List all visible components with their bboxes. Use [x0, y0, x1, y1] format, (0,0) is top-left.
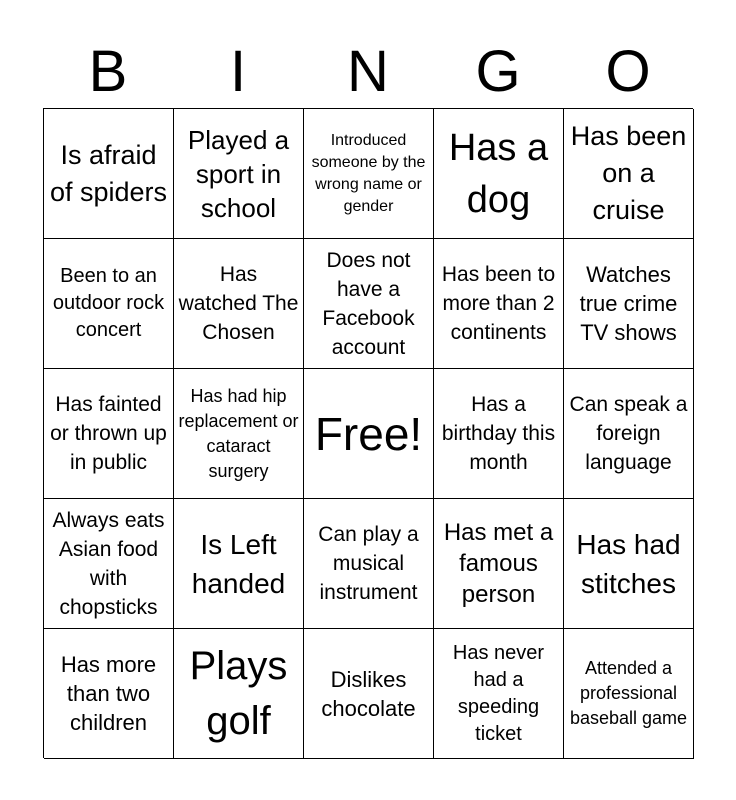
bingo-cell-text: Has had hip replacement or cataract surgery — [178, 385, 299, 481]
bingo-cell[interactable] — [564, 629, 694, 759]
bingo-cell-text: Introduced someone by the wrong name or gender — [311, 131, 426, 215]
header-letter-b: B — [88, 39, 128, 104]
bingo-cell[interactable] — [174, 109, 304, 239]
bingo-cell-text: Does not have a Facebook account — [322, 248, 415, 359]
bingo-cell[interactable] — [174, 369, 304, 499]
bingo-cell[interactable] — [44, 369, 174, 499]
bingo-cell[interactable] — [174, 239, 304, 369]
bingo-cell-text: Has been on a cruise — [570, 121, 687, 225]
bingo-cell-text: Has a dog — [448, 126, 549, 221]
bingo-cell-text: Has more than two children — [60, 652, 157, 735]
bingo-cell[interactable] — [304, 629, 434, 759]
bingo-cell-text: Watches true crime TV shows — [579, 262, 678, 345]
bingo-grid — [43, 108, 693, 758]
bingo-cell[interactable] — [564, 369, 694, 499]
bingo-cell-text: Has fainted or thrown up in public — [50, 393, 167, 474]
header-letter-i: I — [229, 39, 247, 104]
bingo-cell[interactable] — [304, 369, 434, 499]
bingo-cell-text: Has watched The Chosen — [178, 263, 299, 344]
bingo-cell-text: Dislikes chocolate — [321, 666, 416, 721]
bingo-cell[interactable] — [304, 499, 434, 629]
header-letter-g: G — [475, 39, 521, 104]
bingo-cell[interactable] — [434, 499, 564, 629]
bingo-cell[interactable] — [174, 499, 304, 629]
bingo-cell[interactable] — [44, 499, 174, 629]
bingo-cell[interactable] — [44, 109, 174, 239]
bingo-cell-text: Has been to more than 2 continents — [441, 263, 556, 344]
bingo-cell-text: Attended a professional baseball game — [569, 658, 688, 728]
header-letter-n: N — [347, 39, 389, 104]
bingo-cell[interactable] — [44, 629, 174, 759]
bingo-cell-text: Has never had a speeding ticket — [452, 641, 545, 745]
bingo-cell[interactable] — [564, 499, 694, 629]
bingo-cell-text: Has a birthday this month — [441, 393, 556, 474]
bingo-cell[interactable] — [304, 109, 434, 239]
bingo-cell[interactable] — [564, 109, 694, 239]
bingo-header — [43, 36, 693, 108]
bingo-cell-text: Can play a musical instrument — [318, 523, 419, 604]
bingo-cell[interactable] — [434, 239, 564, 369]
bingo-cell-text: Is Left handed — [191, 528, 286, 599]
bingo-cell-text: Has met a famous person — [443, 519, 554, 608]
bingo-cell-text: Plays golf — [189, 643, 288, 743]
bingo-cell-text: Can speak a foreign language — [569, 393, 688, 474]
bingo-cell[interactable] — [434, 369, 564, 499]
bingo-cell[interactable] — [44, 239, 174, 369]
bingo-cell-text: Been to an outdoor rock concert — [52, 265, 165, 341]
free-space: Free! — [314, 407, 423, 460]
bingo-cell[interactable] — [174, 629, 304, 759]
bingo-cell-text: Always eats Asian food with chopsticks — [52, 508, 165, 619]
header-letter-o: O — [605, 39, 651, 104]
bingo-cell[interactable] — [434, 629, 564, 759]
bingo-cell[interactable] — [304, 239, 434, 369]
bingo-cell-text: Is afraid of spiders — [49, 139, 168, 207]
bingo-cell-text: Has had stitches — [576, 528, 681, 599]
bingo-cell-text: Played a sport in school — [187, 124, 290, 223]
bingo-cell[interactable] — [434, 109, 564, 239]
bingo-cell[interactable] — [564, 239, 694, 369]
